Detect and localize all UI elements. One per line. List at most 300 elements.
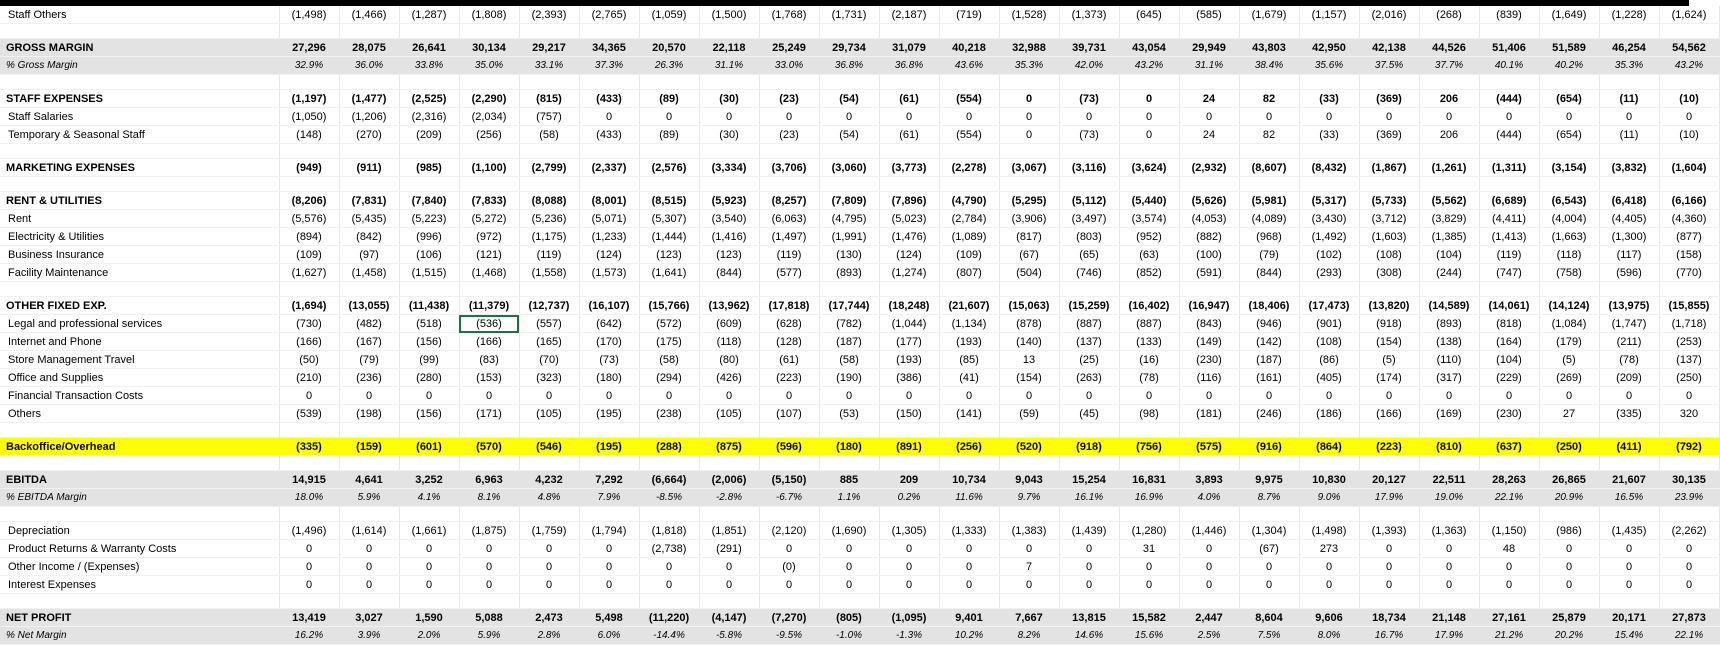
value-cell[interactable]: (73) [1059,126,1119,144]
value-cell[interactable]: -1.0% [819,627,879,645]
value-cell[interactable]: 0 [1359,387,1419,405]
value-cell[interactable]: (118) [1539,246,1599,264]
value-cell[interactable] [399,177,459,192]
value-cell[interactable]: 0 [279,387,339,405]
value-cell[interactable]: 26,865 [1539,471,1599,489]
value-cell[interactable] [1059,75,1119,90]
row-label-cell[interactable]: Office and Supplies [0,369,279,387]
value-cell[interactable] [1239,177,1299,192]
value-cell[interactable]: (154) [1359,333,1419,351]
value-cell[interactable]: 0 [1479,387,1539,405]
value-cell[interactable] [279,507,339,522]
value-cell[interactable]: (3,829) [1419,210,1479,228]
value-cell[interactable] [1359,423,1419,438]
value-cell[interactable]: 6,963 [459,471,519,489]
value-cell[interactable] [819,24,879,39]
value-cell[interactable]: 0 [1059,108,1119,126]
value-cell[interactable] [1299,507,1359,522]
value-cell[interactable]: (210) [279,369,339,387]
value-cell[interactable]: 29,217 [519,39,579,57]
value-cell[interactable]: (747) [1479,264,1539,282]
value-cell[interactable]: (15,855) [1659,297,1719,315]
value-cell[interactable]: (79) [339,351,399,369]
value-cell[interactable]: (3,154) [1539,159,1599,177]
value-cell[interactable]: (887) [1119,315,1179,333]
value-cell[interactable]: (591) [1179,264,1239,282]
value-cell[interactable]: (2,784) [939,210,999,228]
value-cell[interactable]: (100) [1179,246,1239,264]
value-cell[interactable]: (317) [1419,369,1479,387]
value-cell[interactable]: (1,641) [639,264,699,282]
value-cell[interactable]: 27 [1539,405,1599,423]
value-cell[interactable] [339,456,399,471]
row-label-cell[interactable]: Interest Expenses [0,576,279,594]
value-cell[interactable] [399,282,459,297]
value-cell[interactable]: (50) [279,351,339,369]
value-cell[interactable]: (817) [999,228,1059,246]
value-cell[interactable] [999,282,1059,297]
value-cell[interactable]: (171) [459,405,519,423]
value-cell[interactable]: (246) [1239,405,1299,423]
row-label-cell[interactable]: EBITDA [0,471,279,489]
value-cell[interactable] [939,75,999,90]
value-cell[interactable]: (13,820) [1359,297,1419,315]
value-cell[interactable]: (5,236) [519,210,579,228]
value-cell[interactable]: (7,809) [819,192,879,210]
value-cell[interactable] [1239,507,1299,522]
value-cell[interactable]: (3,832) [1599,159,1659,177]
value-cell[interactable] [1359,507,1419,522]
value-cell[interactable]: 0 [399,558,459,576]
value-cell[interactable]: 42,950 [1299,39,1359,57]
value-cell[interactable] [339,75,399,90]
value-cell[interactable] [1179,144,1239,159]
value-cell[interactable]: 0 [519,540,579,558]
value-cell[interactable]: (386) [879,369,939,387]
value-cell[interactable]: (1,794) [579,522,639,540]
value-cell[interactable]: (323) [519,369,579,387]
value-cell[interactable] [1359,144,1419,159]
value-cell[interactable]: 7,667 [999,609,1059,627]
row-label-cell[interactable] [0,144,279,159]
value-cell[interactable]: (269) [1539,369,1599,387]
value-cell[interactable]: 9,975 [1239,471,1299,489]
value-cell[interactable]: 0 [939,387,999,405]
value-cell[interactable] [579,507,639,522]
value-cell[interactable]: (1,624) [1659,6,1719,24]
value-cell[interactable]: (137) [1659,351,1719,369]
value-cell[interactable]: 26,641 [399,39,459,57]
value-cell[interactable]: 273 [1299,540,1359,558]
value-cell[interactable]: (554) [939,126,999,144]
value-cell[interactable]: 0 [459,387,519,405]
value-cell[interactable]: 37.7% [1419,57,1479,75]
value-cell[interactable]: (877) [1659,228,1719,246]
value-cell[interactable]: (54) [819,90,879,108]
value-cell[interactable] [1659,507,1719,522]
value-cell[interactable] [1659,177,1719,192]
value-cell[interactable]: 0 [819,108,879,126]
value-cell[interactable]: 19.0% [1419,489,1479,507]
value-cell[interactable]: 24 [1179,90,1239,108]
value-cell[interactable] [399,144,459,159]
value-cell[interactable]: (1,731) [819,6,879,24]
value-cell[interactable]: (5,295) [999,192,1059,210]
value-cell[interactable]: (1,100) [459,159,519,177]
value-cell[interactable] [879,594,939,609]
value-cell[interactable]: (5,150) [759,471,819,489]
value-cell[interactable]: (1,385) [1419,228,1479,246]
row-label-cell[interactable]: % EBITDA Margin [0,489,279,507]
value-cell[interactable]: (3,906) [999,210,1059,228]
value-cell[interactable] [459,24,519,39]
value-cell[interactable]: (80) [699,351,759,369]
value-cell[interactable]: 0 [639,108,699,126]
value-cell[interactable] [639,75,699,90]
value-cell[interactable]: 5.9% [459,627,519,645]
value-cell[interactable]: (15,259) [1059,297,1119,315]
value-cell[interactable] [279,423,339,438]
value-cell[interactable] [819,423,879,438]
value-cell[interactable] [1479,507,1539,522]
value-cell[interactable]: 23.9% [1659,489,1719,507]
value-cell[interactable]: 27,296 [279,39,339,57]
value-cell[interactable]: 4.8% [519,489,579,507]
value-cell[interactable]: 25,249 [759,39,819,57]
value-cell[interactable]: (654) [1539,126,1599,144]
value-cell[interactable]: (807) [939,264,999,282]
value-cell[interactable]: 35.3% [999,57,1059,75]
value-cell[interactable]: (5,733) [1359,192,1419,210]
value-cell[interactable] [459,144,519,159]
value-cell[interactable]: (1,050) [279,108,339,126]
value-cell[interactable]: (180) [579,369,639,387]
value-cell[interactable]: (518) [399,315,459,333]
value-cell[interactable]: (119) [759,246,819,264]
value-cell[interactable]: (7,896) [879,192,939,210]
value-cell[interactable] [1119,24,1179,39]
value-cell[interactable]: 7 [999,558,1059,576]
value-cell[interactable]: (730) [279,315,339,333]
value-cell[interactable]: (839) [1479,6,1539,24]
value-cell[interactable]: 0 [1659,540,1719,558]
value-cell[interactable]: (167) [339,333,399,351]
value-cell[interactable]: 0 [1299,576,1359,594]
value-cell[interactable]: 206 [1419,126,1479,144]
value-cell[interactable]: (887) [1059,315,1119,333]
value-cell[interactable] [1479,594,1539,609]
value-cell[interactable] [1059,423,1119,438]
value-cell[interactable] [1599,144,1659,159]
value-cell[interactable]: (946) [1239,315,1299,333]
value-cell[interactable] [1479,24,1539,39]
value-cell[interactable]: (165) [519,333,579,351]
value-cell[interactable]: (169) [1419,405,1479,423]
value-cell[interactable]: (1,280) [1119,522,1179,540]
value-cell[interactable] [1659,144,1719,159]
value-cell[interactable]: (166) [279,333,339,351]
row-label-cell[interactable]: Staff Others [0,6,279,24]
value-cell[interactable]: (175) [639,333,699,351]
value-cell[interactable]: (15,063) [999,297,1059,315]
value-cell[interactable]: (166) [1359,405,1419,423]
value-cell[interactable] [759,75,819,90]
value-cell[interactable]: (4,405) [1599,210,1659,228]
value-cell[interactable]: (1,439) [1059,522,1119,540]
value-cell[interactable]: 0 [999,387,1059,405]
value-cell[interactable]: (209) [1599,369,1659,387]
value-cell[interactable]: (17,744) [819,297,879,315]
value-cell[interactable]: (554) [939,90,999,108]
value-cell[interactable]: (158) [1659,246,1719,264]
row-label-cell[interactable] [0,456,279,471]
value-cell[interactable]: 0 [1479,558,1539,576]
value-cell[interactable] [579,423,639,438]
value-cell[interactable] [1599,177,1659,192]
value-cell[interactable]: (4,004) [1539,210,1599,228]
value-cell[interactable]: 0 [639,576,699,594]
value-cell[interactable]: 0 [1179,576,1239,594]
value-cell[interactable]: (815) [519,90,579,108]
value-cell[interactable]: 0 [1659,558,1719,576]
value-cell[interactable]: 0 [1299,558,1359,576]
value-cell[interactable]: (433) [579,90,639,108]
value-cell[interactable]: (842) [339,228,399,246]
value-cell[interactable]: (335) [1599,405,1659,423]
value-cell[interactable]: (952) [1119,228,1179,246]
value-cell[interactable]: 9,606 [1299,609,1359,627]
value-cell[interactable]: (73) [579,351,639,369]
value-cell[interactable]: (12,737) [519,297,579,315]
value-cell[interactable] [939,24,999,39]
value-cell[interactable]: (3,497) [1059,210,1119,228]
value-cell[interactable]: 39,731 [1059,39,1119,57]
value-cell[interactable]: (539) [279,405,339,423]
value-cell[interactable]: 0 [1179,387,1239,405]
value-cell[interactable] [639,144,699,159]
value-cell[interactable]: 9.7% [999,489,1059,507]
value-cell[interactable] [1059,144,1119,159]
value-cell[interactable]: (596) [1599,264,1659,282]
value-cell[interactable]: 46,254 [1599,39,1659,57]
value-cell[interactable]: (3,116) [1059,159,1119,177]
value-cell[interactable]: 209 [879,471,939,489]
value-cell[interactable]: (8,607) [1239,159,1299,177]
row-label-cell[interactable]: % Gross Margin [0,57,279,75]
value-cell[interactable]: 22.1% [1659,627,1719,645]
value-cell[interactable]: 0 [699,576,759,594]
value-cell[interactable] [1539,456,1599,471]
value-cell[interactable] [279,282,339,297]
value-cell[interactable]: (875) [699,438,759,456]
value-cell[interactable]: (149) [1179,333,1239,351]
value-cell[interactable]: (8,206) [279,192,339,210]
value-cell[interactable]: (187) [819,333,879,351]
value-cell[interactable]: 2,447 [1179,609,1239,627]
value-cell[interactable]: (41) [939,369,999,387]
value-cell[interactable] [339,594,399,609]
value-cell[interactable]: (14,589) [1419,297,1479,315]
value-cell[interactable]: (893) [1419,315,1479,333]
value-cell[interactable]: 0 [879,576,939,594]
value-cell[interactable]: 51,589 [1539,39,1599,57]
value-cell[interactable]: 43.2% [1119,57,1179,75]
value-cell[interactable]: 16.2% [279,627,339,645]
value-cell[interactable]: (140) [999,333,1059,351]
value-cell[interactable]: 0 [759,576,819,594]
value-cell[interactable] [1479,282,1539,297]
value-cell[interactable] [1359,75,1419,90]
value-cell[interactable]: 0 [1479,576,1539,594]
value-cell[interactable]: 0 [459,540,519,558]
row-label-cell[interactable]: Internet and Phone [0,333,279,351]
value-cell[interactable]: 16.5% [1599,489,1659,507]
value-cell[interactable]: (16,107) [579,297,639,315]
value-cell[interactable]: 0 [339,576,399,594]
value-cell[interactable]: (5,440) [1119,192,1179,210]
value-cell[interactable]: (15,766) [639,297,699,315]
value-cell[interactable]: (4,147) [699,609,759,627]
value-cell[interactable] [1659,594,1719,609]
value-cell[interactable]: (1,808) [459,6,519,24]
value-cell[interactable]: 5,498 [579,609,639,627]
value-cell[interactable]: 38.4% [1239,57,1299,75]
value-cell[interactable]: (5) [1359,351,1419,369]
value-cell[interactable]: (98) [1119,405,1179,423]
value-cell[interactable]: 0 [1059,576,1119,594]
value-cell[interactable]: 3.9% [339,627,399,645]
value-cell[interactable]: 40.1% [1479,57,1539,75]
value-cell[interactable]: 16.7% [1359,627,1419,645]
value-cell[interactable] [999,423,1059,438]
value-cell[interactable] [1119,144,1179,159]
value-cell[interactable]: (187) [1239,351,1299,369]
row-label-cell[interactable]: Financial Transaction Costs [0,387,279,405]
value-cell[interactable] [1179,75,1239,90]
row-label-cell[interactable]: GROSS MARGIN [0,39,279,57]
value-cell[interactable]: 44,526 [1419,39,1479,57]
value-cell[interactable]: (124) [879,246,939,264]
value-cell[interactable] [699,594,759,609]
value-cell[interactable] [879,75,939,90]
value-cell[interactable]: 16.1% [1059,489,1119,507]
value-cell[interactable]: -1.3% [879,627,939,645]
value-cell[interactable]: (504) [999,264,1059,282]
value-cell[interactable]: (1,694) [279,297,339,315]
value-cell[interactable] [699,24,759,39]
value-cell[interactable] [519,177,579,192]
value-cell[interactable]: (1,300) [1599,228,1659,246]
value-cell[interactable]: (25) [1059,351,1119,369]
value-cell[interactable]: (174) [1359,369,1419,387]
value-cell[interactable]: 0 [459,558,519,576]
value-cell[interactable]: 7,292 [579,471,639,489]
value-cell[interactable]: (1,498) [1299,522,1359,540]
value-cell[interactable]: 0 [1599,387,1659,405]
value-cell[interactable]: (1,614) [339,522,399,540]
value-cell[interactable]: (2,799) [519,159,579,177]
value-cell[interactable]: 0 [1239,387,1299,405]
value-cell[interactable] [699,144,759,159]
value-cell[interactable]: (1,818) [639,522,699,540]
row-label-cell[interactable]: OTHER FIXED EXP. [0,297,279,315]
value-cell[interactable]: 14.6% [1059,627,1119,645]
value-cell[interactable]: (23) [759,126,819,144]
value-cell[interactable]: (1,233) [579,228,639,246]
value-cell[interactable]: (1,175) [519,228,579,246]
value-cell[interactable] [519,594,579,609]
value-cell[interactable] [399,507,459,522]
value-cell[interactable] [999,24,1059,39]
value-cell[interactable] [759,282,819,297]
value-cell[interactable]: (756) [1119,438,1179,456]
value-cell[interactable]: (253) [1659,333,1719,351]
value-cell[interactable] [1539,24,1599,39]
value-cell[interactable]: 37.3% [579,57,639,75]
value-cell[interactable]: 0 [819,540,879,558]
value-cell[interactable]: (11,379) [459,297,519,315]
value-cell[interactable]: (118) [699,333,759,351]
value-cell[interactable]: (153) [459,369,519,387]
value-cell[interactable]: (1,759) [519,522,579,540]
value-cell[interactable]: 13,815 [1059,609,1119,627]
value-cell[interactable] [1119,456,1179,471]
value-cell[interactable] [1359,594,1419,609]
value-cell[interactable]: (13,962) [699,297,759,315]
value-cell[interactable]: 0 [819,576,879,594]
value-cell[interactable]: 48 [1479,540,1539,558]
value-cell[interactable] [879,144,939,159]
value-cell[interactable]: 0 [1119,576,1179,594]
value-cell[interactable]: (6,543) [1539,192,1599,210]
value-cell[interactable]: 0 [1299,108,1359,126]
value-cell[interactable] [1119,507,1179,522]
value-cell[interactable] [459,456,519,471]
value-cell[interactable]: (104) [1419,246,1479,264]
value-cell[interactable]: 43.2% [1659,57,1719,75]
row-label-cell[interactable] [0,507,279,522]
value-cell[interactable]: (369) [1359,126,1419,144]
value-cell[interactable]: 0 [1119,126,1179,144]
value-cell[interactable]: (719) [939,6,999,24]
value-cell[interactable]: (557) [519,315,579,333]
value-cell[interactable]: 0 [1239,576,1299,594]
value-cell[interactable]: (1,476) [879,228,939,246]
value-cell[interactable]: 27,873 [1659,609,1719,627]
value-cell[interactable]: (1,393) [1359,522,1419,540]
value-cell[interactable] [939,144,999,159]
value-cell[interactable]: 885 [819,471,879,489]
value-cell[interactable]: (18,406) [1239,297,1299,315]
value-cell[interactable]: 26.3% [639,57,699,75]
value-cell[interactable]: (209) [399,126,459,144]
value-cell[interactable] [759,177,819,192]
value-cell[interactable]: (2,034) [459,108,519,126]
value-cell[interactable] [699,423,759,438]
value-cell[interactable] [1059,456,1119,471]
value-cell[interactable]: -2.8% [699,489,759,507]
value-cell[interactable]: (1,573) [579,264,639,282]
value-cell[interactable] [1599,75,1659,90]
value-cell[interactable]: (97) [339,246,399,264]
value-cell[interactable] [339,282,399,297]
value-cell[interactable]: 320 [1659,405,1719,423]
value-cell[interactable]: (577) [759,264,819,282]
value-cell[interactable]: 0 [999,540,1059,558]
value-cell[interactable]: (852) [1119,264,1179,282]
row-label-cell[interactable] [0,282,279,297]
value-cell[interactable]: (180) [819,438,879,456]
